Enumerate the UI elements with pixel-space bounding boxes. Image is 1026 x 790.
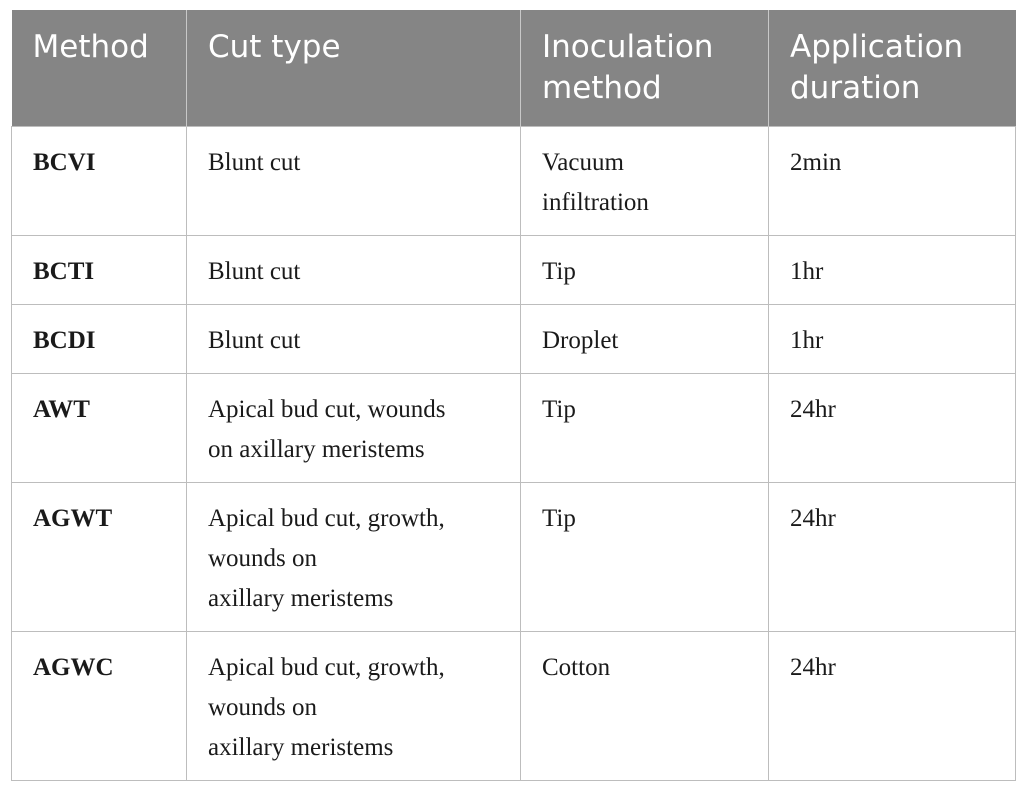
inoculation-cell [521, 632, 769, 781]
cut-type-line: Blunt cut [208, 258, 301, 285]
cut-type-line: wounds on [208, 694, 318, 721]
table-row [12, 127, 1016, 236]
inoculation-line: Tip [542, 505, 576, 532]
duration-cell: 2min [769, 127, 1016, 236]
inoculation-cell [521, 374, 769, 483]
cut-type-cell [187, 632, 521, 781]
inoculation-cell [521, 305, 769, 374]
header-method: Method [12, 10, 187, 127]
table-header [12, 10, 1016, 127]
method-cell: BCDI [12, 305, 187, 374]
method-cell: BCTI [12, 236, 187, 305]
table-row [12, 374, 1016, 483]
inoculation-line: Cotton [542, 654, 611, 681]
inoculation-line: infiltration [542, 189, 649, 216]
cut-type-line: wounds on [208, 545, 318, 572]
cut-type-line: on axillary meristems [208, 436, 425, 463]
cut-type-line: axillary meristems [208, 734, 394, 761]
cut-type-cell [187, 483, 521, 632]
duration-cell: 24hr [769, 632, 1016, 781]
duration-cell: 1hr [769, 305, 1016, 374]
header-cut-type: Cut type [187, 10, 521, 127]
cut-type-cell [187, 127, 521, 236]
cut-type-line: Apical bud cut, growth, [208, 654, 445, 681]
table-row [12, 483, 1016, 632]
method-cell: AWT [12, 374, 187, 483]
inoculation-line: Tip [542, 396, 576, 423]
inoculation-line: Vacuum [542, 149, 624, 176]
method-cell: AGWT [12, 483, 187, 632]
cut-type-line: Apical bud cut, growth, [208, 505, 445, 532]
inoculation-line: Droplet [542, 327, 619, 354]
inoculation-cell [521, 236, 769, 305]
method-cell: BCVI [12, 127, 187, 236]
duration-cell: 1hr [769, 236, 1016, 305]
duration-cell: 24hr [769, 374, 1016, 483]
table-row [12, 236, 1016, 305]
cut-type-line: Blunt cut [208, 327, 301, 354]
cut-type-line: Apical bud cut, wounds [208, 396, 446, 423]
cut-type-cell [187, 236, 521, 305]
methods-table [11, 10, 1016, 781]
table-body [12, 127, 1016, 781]
inoculation-line: Tip [542, 258, 576, 285]
table-row [12, 305, 1016, 374]
inoculation-cell [521, 483, 769, 632]
cut-type-line: Blunt cut [208, 149, 301, 176]
method-cell: AGWC [12, 632, 187, 781]
header-inoculation-method: Inoculation method [521, 10, 769, 127]
header-row [12, 10, 1016, 127]
duration-cell: 24hr [769, 483, 1016, 632]
header-application-duration: Application duration [769, 10, 1016, 127]
cut-type-cell [187, 305, 521, 374]
cut-type-cell [187, 374, 521, 483]
cut-type-line: axillary meristems [208, 585, 394, 612]
inoculation-cell [521, 127, 769, 236]
table-row [12, 632, 1016, 781]
